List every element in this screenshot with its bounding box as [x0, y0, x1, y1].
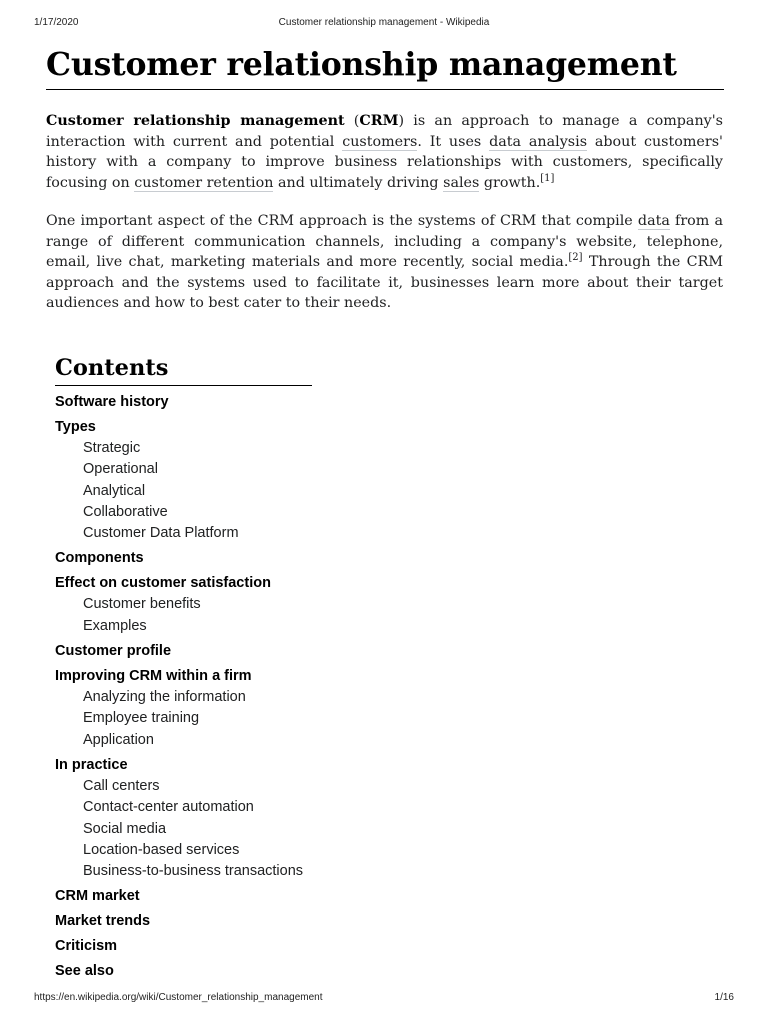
toc-subsection-link[interactable]: Application — [83, 731, 154, 748]
toc-subsection-link[interactable]: Operational — [83, 461, 158, 478]
intro-text: growth. — [479, 174, 541, 191]
print-url: https://en.wikipedia.org/wiki/Customer_relationship_management — [34, 992, 323, 1003]
intro-text: . It uses — [417, 133, 490, 150]
toc-section — [55, 548, 455, 569]
toc-subsection-link[interactable]: Customer benefits — [83, 596, 201, 613]
toc-section-link[interactable]: Components — [55, 550, 144, 567]
toc-section-link[interactable]: Criticism — [55, 938, 118, 955]
toc-section — [55, 666, 455, 751]
toc-section-link[interactable]: Types — [55, 419, 96, 435]
toc-subsection-link[interactable]: Customer Data Platform — [83, 525, 239, 542]
toc-section — [55, 641, 455, 662]
intro-text: about customers' history with a company to improve business relationships with customers, specifically focusing on — [46, 133, 723, 191]
intro-text: One important aspect of the CRM approach is the systems of CRM that compile — [46, 213, 638, 229]
toc-section-link[interactable]: In practice — [55, 756, 128, 773]
toc-section-link[interactable]: Customer profile — [55, 643, 172, 660]
toc-subsection-link[interactable]: Analyzing the information — [83, 689, 246, 706]
toc-section — [55, 755, 455, 882]
print-page-number: 1/16 — [714, 992, 734, 1003]
reference-2[interactable]: [2] — [568, 252, 583, 264]
toc-subsection-link[interactable]: Business-to-business transactions — [83, 863, 304, 880]
toc-section-link[interactable]: CRM market — [55, 888, 140, 905]
toc-list — [55, 392, 455, 982]
article-intro — [46, 111, 723, 332]
toc-subsection-link[interactable]: Social media — [83, 820, 167, 837]
reference-1[interactable]: [1] — [540, 172, 555, 184]
print-footer — [34, 992, 734, 1006]
intro-text: ( — [344, 113, 360, 129]
toc-subsection-link[interactable]: Analytical — [83, 482, 146, 499]
toc-subsection-link[interactable]: Employee training — [83, 710, 200, 727]
intro-text: Through the CRM approach and the systems used to facilitate it, businesses learn more about their target audiences and how to best cater to their needs. — [46, 254, 723, 311]
toc-subsection-link[interactable]: Examples — [83, 617, 147, 634]
link-customer-retention[interactable]: customer retention — [134, 174, 274, 191]
toc-subsection-list — [55, 594, 455, 637]
toc-section — [55, 573, 455, 637]
toc-subsection-link[interactable]: Contact-center automation — [83, 799, 254, 816]
toc-subsection-link[interactable]: Call centers — [83, 777, 160, 794]
toc-section — [55, 392, 455, 413]
toc-section-link[interactable]: Improving CRM within a firm — [55, 668, 252, 685]
link-data[interactable]: data — [637, 213, 670, 229]
toc-subsection-list — [55, 438, 455, 544]
link-sales[interactable]: sales — [443, 174, 480, 191]
bold-term: Customer relationship management — [46, 113, 345, 129]
print-header — [34, 17, 734, 31]
intro-paragraph-1 — [46, 111, 723, 193]
intro-text: ) is an approach to manage a company's interaction with current and potential — [46, 113, 724, 150]
intro-text: and ultimately driving — [273, 174, 444, 191]
toc-section-link[interactable]: See also — [55, 963, 114, 980]
toc-section — [55, 936, 455, 957]
toc-section — [55, 417, 455, 544]
toc-subsection-link[interactable]: Collaborative — [83, 503, 168, 520]
toc-subsection-link[interactable]: Location-based services — [83, 841, 240, 858]
intro-text: from a range of different communication channels, including a company's website, telephone, email, live chat, marketing materials and more recently, social media. — [46, 213, 723, 270]
toc-section-link[interactable]: Market trends — [55, 913, 151, 930]
toc-section — [55, 911, 455, 932]
intro-paragraph-2 — [46, 211, 723, 314]
link-customers[interactable]: customers — [342, 133, 418, 150]
link-data-analysis[interactable]: data analysis — [489, 133, 588, 150]
page-title: Customer relationship management — [46, 44, 724, 90]
toc-subsection-list — [55, 687, 455, 751]
toc-subsection-list — [55, 776, 455, 882]
toc-section — [55, 886, 455, 907]
toc-subsection-link[interactable]: Strategic — [83, 440, 141, 456]
print-document-title: Customer relationship management - Wikipedia — [278, 17, 490, 28]
toc-section-link[interactable]: Effect on customer satisfaction — [55, 575, 271, 592]
print-date: 1/17/2020 — [34, 17, 79, 28]
bold-abbreviation: CRM — [359, 113, 399, 129]
table-of-contents — [55, 353, 455, 986]
toc-title: Contents — [55, 353, 312, 386]
toc-section — [55, 961, 455, 982]
toc-section-link[interactable]: Software history — [55, 394, 169, 410]
